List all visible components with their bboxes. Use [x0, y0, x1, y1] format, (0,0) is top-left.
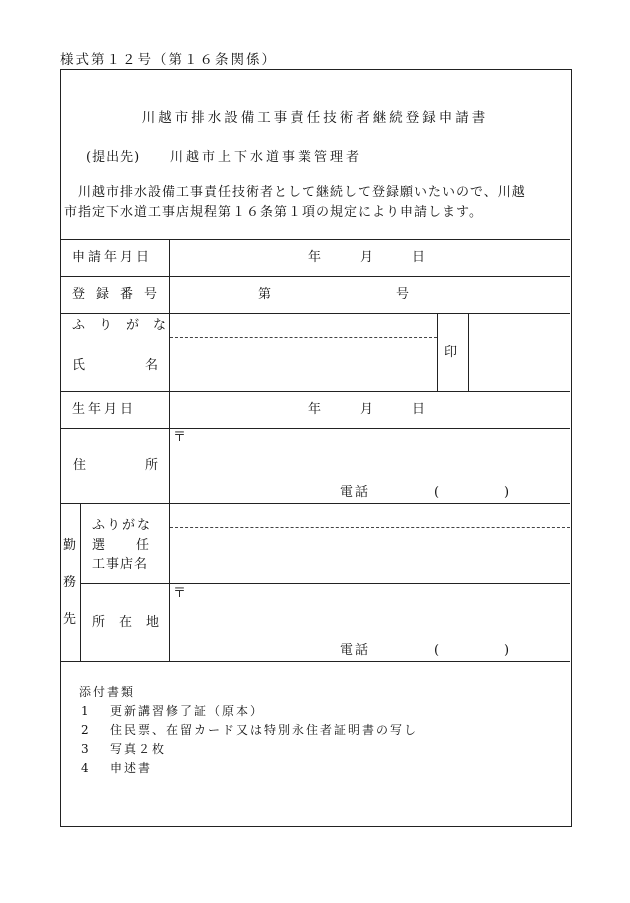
- attachment-num-2: 2: [81, 723, 89, 737]
- name-label-2: 名: [145, 358, 159, 373]
- form-title: 川越市排水設備工事責任技術者継続登録申請書: [141, 110, 489, 126]
- row-divider: [61, 661, 570, 662]
- registration-no-suffix: 号: [396, 287, 410, 302]
- shop-furigana-label: ふりがな: [92, 518, 153, 533]
- shop-label-name: 工事店名: [92, 557, 149, 572]
- address-postal-mark: 〒: [173, 430, 187, 445]
- row-divider: [61, 391, 570, 392]
- attachment-text-2: 住民票、在留カード又は特別永住者証明書の写し: [110, 723, 419, 737]
- form-number: 様式第１２号（第１６条関係）: [60, 52, 277, 68]
- location-label-3: 地: [146, 615, 160, 630]
- row-divider: [61, 239, 570, 240]
- address-label-1: 住: [73, 458, 87, 473]
- attachment-num-1: 1: [81, 704, 89, 718]
- row-divider: [61, 313, 570, 314]
- attachments-heading: 添付書類: [79, 685, 136, 699]
- address-phone-open: (: [434, 485, 440, 500]
- application-date-month: 月: [360, 250, 374, 265]
- registration-no-prefix: 第: [258, 287, 272, 302]
- address-label-2: 所: [145, 458, 159, 473]
- addressee: 川越市上下水道事業管理者: [170, 150, 363, 165]
- attachment-text-1: 更新講習修了証（原本）: [110, 704, 265, 718]
- addressee-label: (提出先): [86, 150, 141, 165]
- address-phone-close: ): [504, 485, 510, 500]
- row-divider: [61, 503, 570, 504]
- shop-label-nin: 任: [136, 538, 150, 553]
- workplace-label-2: 務: [63, 575, 77, 590]
- column-divider: [80, 503, 81, 661]
- name-furigana-label: ふりがな: [72, 318, 181, 333]
- row-divider: [61, 428, 570, 429]
- location-label-2: 在: [119, 615, 133, 630]
- attachment-text-3: 写真２枚: [110, 742, 167, 756]
- attachment-num-4: 4: [81, 761, 89, 775]
- workplace-label-3: 先: [63, 612, 77, 627]
- furigana-separator: [170, 527, 570, 528]
- attachment-num-3: 3: [81, 742, 89, 756]
- furigana-separator: [170, 337, 437, 338]
- name-label-1: 氏: [72, 358, 86, 373]
- birth-date-year: 年: [308, 402, 322, 417]
- intro-line-1: 川越市排水設備工事責任技術者として継続して登録願いたいので、川越: [78, 185, 526, 200]
- seal-mark: 印: [444, 345, 458, 360]
- attachment-text-4: 申述書: [110, 761, 153, 775]
- location-phone-label: 電話: [340, 643, 371, 658]
- workplace-label-1: 勤: [63, 538, 77, 553]
- application-date-year: 年: [308, 250, 322, 265]
- birth-date-month: 月: [360, 402, 374, 417]
- birth-date-day: 日: [412, 402, 426, 417]
- address-phone-label: 電話: [340, 485, 371, 500]
- row-divider: [81, 583, 570, 584]
- location-phone-open: (: [434, 643, 440, 658]
- column-divider: [468, 313, 469, 391]
- intro-line-2: 市指定下水道工事店規程第１６条第１項の規定により申請します。: [64, 205, 483, 220]
- row-divider: [61, 276, 570, 277]
- location-postal-mark: 〒: [173, 586, 187, 601]
- application-date-label: 申請年月日: [72, 250, 153, 265]
- shop-label-sen: 選: [92, 538, 106, 553]
- column-divider: [169, 239, 170, 661]
- column-divider: [437, 313, 438, 391]
- registration-no-label: 登録番号: [72, 287, 169, 302]
- application-date-day: 日: [412, 250, 426, 265]
- birth-date-label: 生年月日: [72, 402, 137, 417]
- location-label-1: 所: [92, 615, 106, 630]
- location-phone-close: ): [504, 643, 510, 658]
